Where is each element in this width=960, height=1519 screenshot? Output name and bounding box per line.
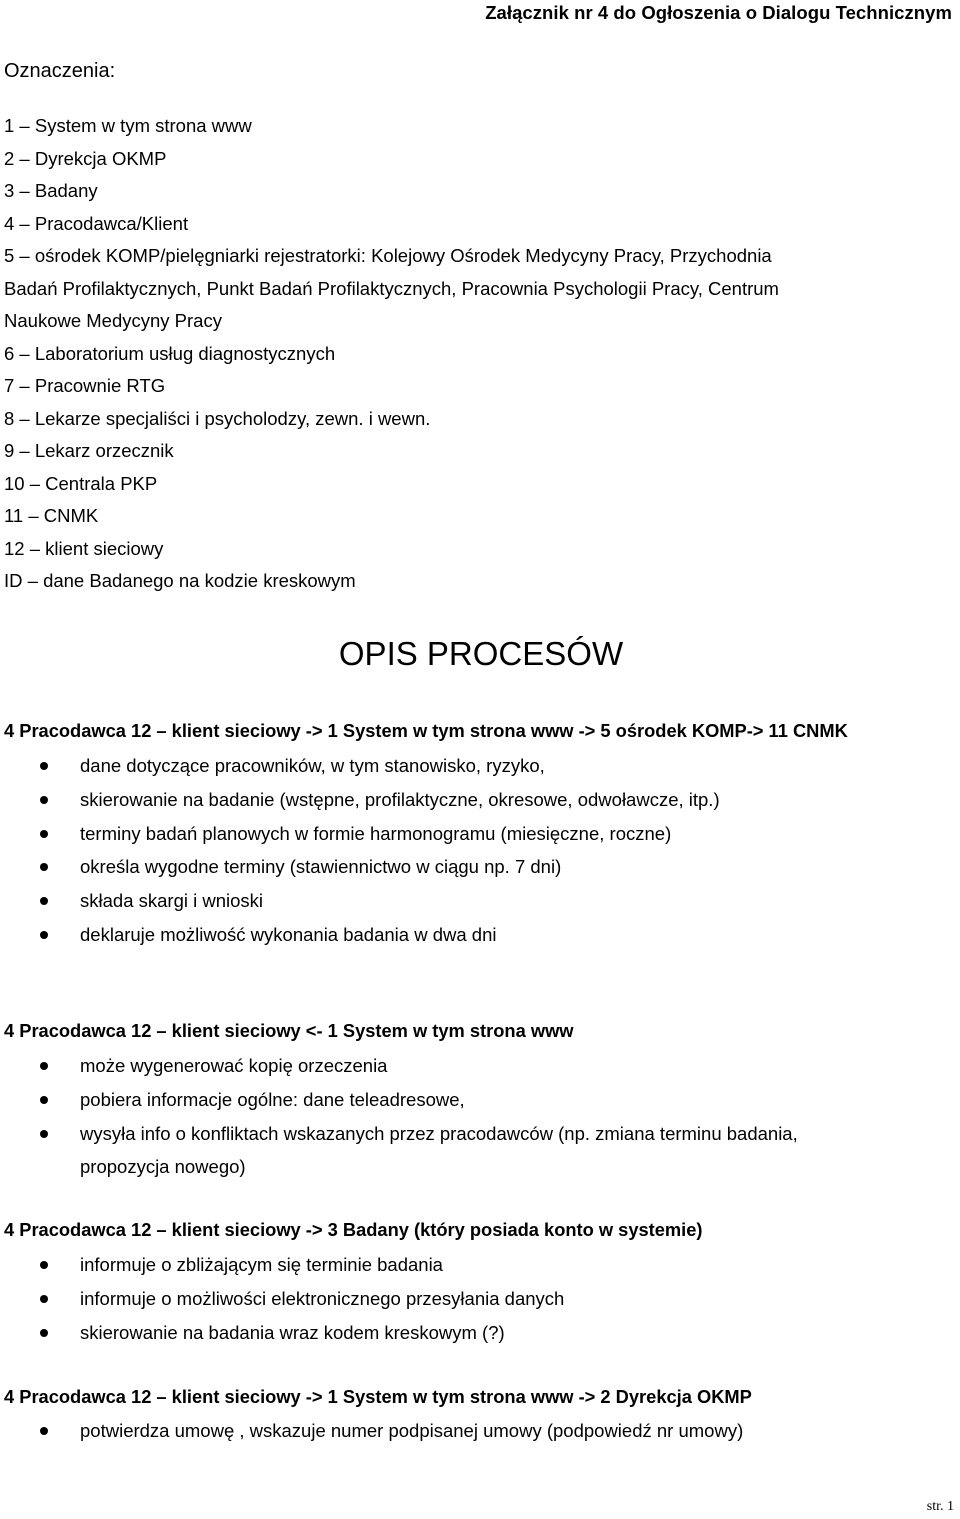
section-heading: 4 Pracodawca 12 – klient sieciowy <- 1 System w tym strona www xyxy=(4,1020,574,1041)
bullet-icon xyxy=(40,931,48,939)
section-bullet-list xyxy=(0,1049,798,1184)
list-item xyxy=(0,850,720,884)
section-heading: 4 Pracodawca 12 – klient sieciowy -> 1 System w tym strona www -> 5 ośrodek KOMP-> 11 CNMK xyxy=(4,720,848,741)
bullet-icon xyxy=(40,1295,48,1303)
list-item-text: skierowanie na badania wraz kodem kreskowym (?) xyxy=(80,1321,505,1343)
legend-list xyxy=(4,110,779,598)
list-item xyxy=(0,1316,564,1350)
bullet-icon xyxy=(40,1062,48,1070)
list-item xyxy=(0,783,720,817)
legend-item: ID – dane Badanego na kodzie kreskowym xyxy=(4,570,356,591)
legend-item: 3 – Badany xyxy=(4,180,98,201)
legend-item: 11 – CNMK xyxy=(4,505,99,526)
bullet-icon xyxy=(40,897,48,905)
legend-item: 10 – Centrala PKP xyxy=(4,472,158,494)
document-header-title: Załącznik nr 4 do Ogłoszenia o Dialogu Technicznym xyxy=(485,2,952,23)
list-item xyxy=(0,1414,743,1448)
legend-item: 6 – Laboratorium usług diagnostycznych xyxy=(4,342,336,364)
list-item xyxy=(0,749,720,783)
list-item-text: składa skargi i wnioski xyxy=(80,890,264,912)
legend-item: 7 – Pracownie RTG xyxy=(4,375,166,396)
main-title: OPIS PROCESÓW xyxy=(338,635,624,672)
list-item xyxy=(0,1083,798,1117)
list-item xyxy=(0,918,720,952)
list-item-text: określa wygodne terminy (stawiennictwo w ciągu np. 7 dni) xyxy=(80,856,562,878)
legend-item: 2 – Dyrekcja OKMP xyxy=(4,147,167,169)
legend-item: 1 – System w tym strona www xyxy=(4,115,252,136)
list-item-text: pobiera informacje ogólne: dane teleadresowe, xyxy=(80,1088,465,1110)
list-item-text: potwierdza umowę , wskazuje numer podpisanej umowy (podpowiedź nr umowy) xyxy=(80,1420,744,1441)
bullet-icon xyxy=(40,796,48,804)
legend-item: 12 – klient sieciowy xyxy=(4,537,164,559)
legend-item: 8 – Lekarze specjaliści i psycholodzy, zewn. i wewn. xyxy=(4,407,431,429)
list-item-text: informuje o zbliżającym się terminie badania xyxy=(80,1254,443,1275)
list-item-text: wysyła info o konfliktach wskazanych przez pracodawców (np. zmiana terminu badania, xyxy=(80,1122,798,1144)
list-item-text: informuje o możliwości elektronicznego przesyłania danych xyxy=(80,1287,565,1309)
legend-item: 5 – ośrodek KOMP/pielęgniarki rejestratorki: Kolejowy Ośrodek Medycyny Pracy, Przychodnia xyxy=(4,245,772,266)
legend-item: 4 – Pracodawca/Klient xyxy=(4,212,189,234)
legend-item: 9 – Lekarz orzecznik xyxy=(4,440,174,461)
bullet-icon xyxy=(40,863,48,871)
section-heading: 4 Pracodawca 12 – klient sieciowy -> 3 Badany (który posiada konto w systemie) xyxy=(4,1219,703,1240)
list-item xyxy=(0,817,720,851)
section-bullet-list xyxy=(0,749,720,952)
section-bullet-list xyxy=(0,1248,564,1349)
bullet-icon xyxy=(40,1329,48,1337)
page-number: str. 1 xyxy=(926,1499,954,1514)
list-item xyxy=(0,1117,798,1185)
list-item-text: terminy badań planowych w formie harmonogramu (miesięczne, roczne) xyxy=(80,822,672,844)
bullet-icon xyxy=(40,1261,48,1269)
list-item-text: deklaruje możliwość wykonania badania w dwa dni xyxy=(80,923,497,945)
legend-item: Naukowe Medycyny Pracy xyxy=(4,310,222,331)
legend-item: Badań Profilaktycznych, Punkt Badań Profilaktycznych, Pracownia Psychologii Pracy, Centrum xyxy=(4,277,779,299)
bullet-icon xyxy=(40,1130,48,1138)
bullet-icon xyxy=(40,1427,48,1435)
list-item xyxy=(0,1248,564,1282)
section-bullet-list xyxy=(0,1414,743,1448)
bullet-icon xyxy=(40,830,48,838)
list-item xyxy=(0,1049,798,1083)
list-item-text: może wygenerować kopię orzeczenia xyxy=(80,1055,388,1076)
list-item xyxy=(0,884,720,918)
bullet-icon xyxy=(40,1096,48,1104)
section-heading: 4 Pracodawca 12 – klient sieciowy -> 1 System w tym strona www -> 2 Dyrekcja OKMP xyxy=(4,1386,752,1407)
list-item-text: skierowanie na badanie (wstępne, profilaktyczne, okresowe, odwoławcze, itp.) xyxy=(80,788,720,810)
list-item-continuation: propozycja nowego) xyxy=(80,1156,246,1178)
legend-title: Oznaczenia: xyxy=(4,60,116,82)
list-item-text: dane dotyczące pracowników, w tym stanowisko, ryzyko, xyxy=(80,755,545,776)
list-item xyxy=(0,1282,564,1316)
bullet-icon xyxy=(40,762,48,770)
